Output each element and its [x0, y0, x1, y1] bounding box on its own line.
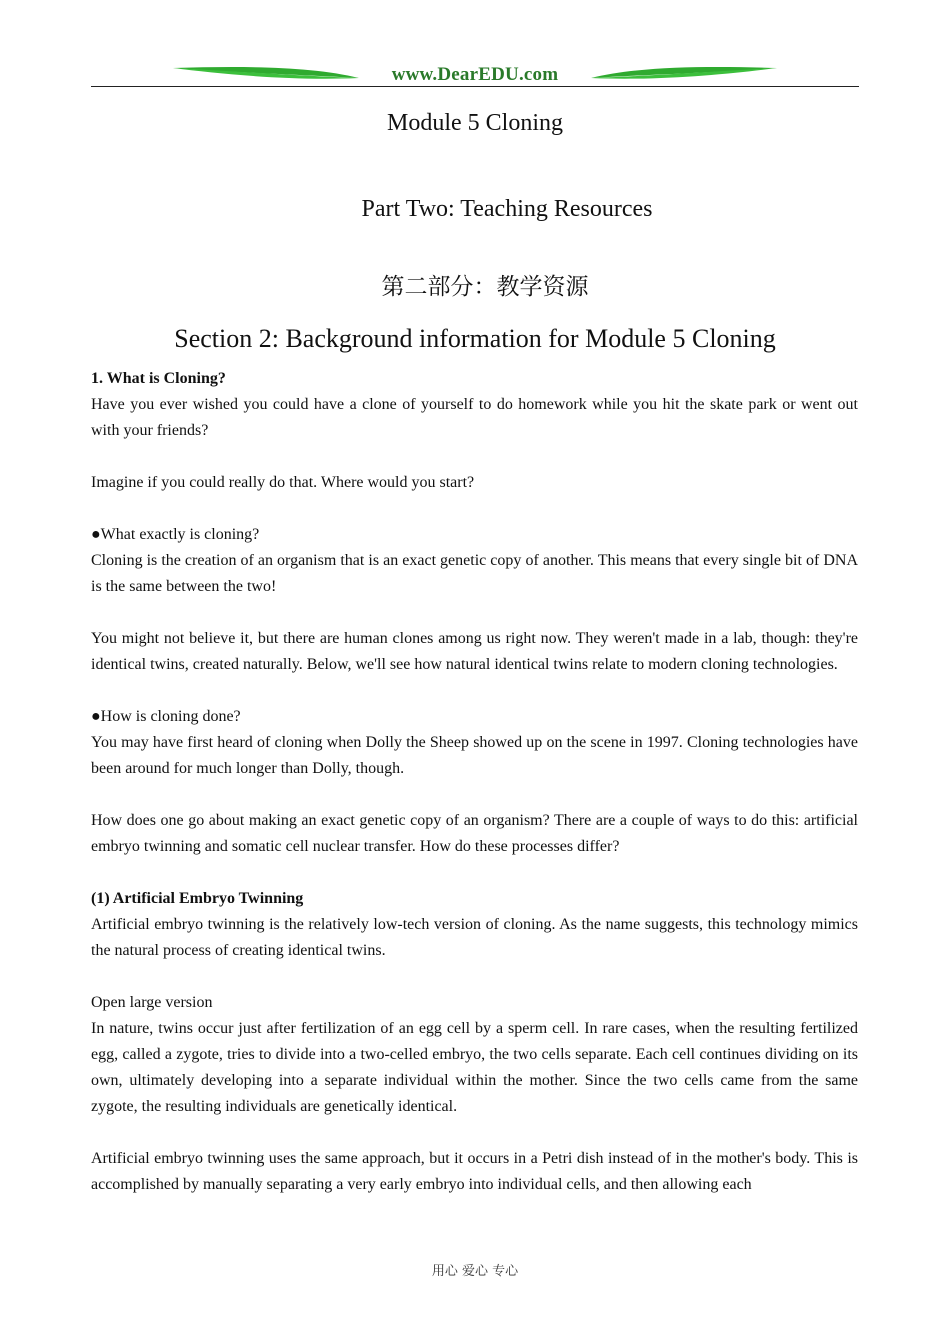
bullet-heading: ●What exactly is cloning?: [91, 526, 260, 543]
paragraph: How does one go about making an exact genetic copy of an organism? There are a couple of ways to do this: artificial embryo twinning and somatic cell nuclear transfer. How do these processes differ?: [91, 812, 858, 855]
paragraph: Have you ever wished you could have a clone of yourself to do homework while you hit the skate park or went out with your friends?: [91, 396, 858, 439]
paragraph: Cloning is the creation of an organism that is an exact genetic copy of another. This means that every single bit of DNA is the same between the two!: [91, 552, 858, 595]
heading-artificial-embryo-twinning: (1) Artificial Embryo Twinning: [91, 890, 304, 907]
bullet-heading: ●How is cloning done?: [91, 708, 241, 725]
part-title: Part Two: Teaching Resources: [361, 196, 653, 222]
part-title-chinese: 第二部分：教学资源: [381, 274, 589, 300]
paragraph: Artificial embryo twinning uses the same approach, but it occurs in a Petri dish instead of in the mother's body. This is accomplished by manually separating a very early embryo into individual cells, and then allowing each: [91, 1150, 858, 1193]
heading-what-is-cloning: 1. What is Cloning?: [91, 370, 226, 387]
section-title: Section 2: Background information for Module 5 Cloning: [174, 324, 776, 353]
page-footer: 用心 爱心 专心: [431, 1264, 519, 1279]
module-title: Module 5 Cloning: [386, 110, 563, 136]
paragraph: Artificial embryo twinning is the relatively low-tech version of cloning. As the name suggests, this technology mimics the natural process of creating identical twins.: [91, 916, 858, 959]
paragraph: You might not believe it, but there are human clones among us right now. They weren't made in a lab, though: they're identical twins, created naturally. Below, we'll see how natural identical twins relate to modern cloning technologies.: [91, 630, 858, 673]
document-body: [91, 366, 858, 1198]
paragraph: Imagine if you could really do that. Where would you start?: [91, 474, 475, 491]
site-logo-text: www.DearEDU.com: [391, 64, 559, 85]
open-large-version-text: Open large version: [91, 994, 213, 1011]
header-divider: [91, 86, 859, 87]
paragraph: You may have first heard of cloning when Dolly the Sheep showed up on the scene in 1997. Cloning technologies have been around for much longer than Dolly, though.: [91, 734, 858, 777]
paragraph: In nature, twins occur just after fertilization of an egg cell by a sperm cell. In rare cases, when the resulting fertilized egg, called a zygote, tries to divide into a two-celled embryo, the two cells separate. Each cell continues dividing on its own, ultimately developing into a separate individual within the mother. Since the two cells came from the same zygote, the resulting individuals are genetically identical.: [91, 1020, 858, 1115]
